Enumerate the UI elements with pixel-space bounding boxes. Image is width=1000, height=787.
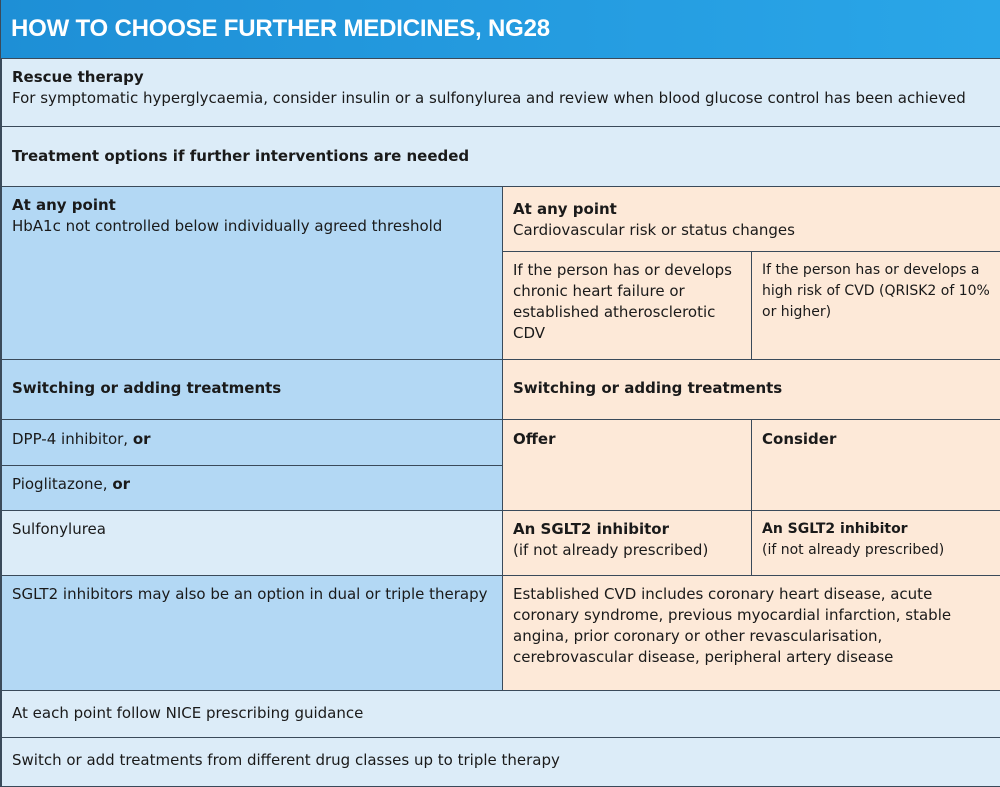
offer-sglt2-sub: (if not already prescribed) xyxy=(513,541,709,559)
heart-failure-condition: If the person has or develops chronic heart failure or established atherosclerotic CDV xyxy=(502,251,752,360)
pioglitazone-option xyxy=(1,465,503,511)
offer-sglt2 xyxy=(502,510,752,576)
footer-triple-therapy: Switch or add treatments from different drug classes up to triple therapy xyxy=(1,737,1000,787)
dpp4-label: DPP-4 inhibitor, xyxy=(12,430,133,448)
consider-sglt2 xyxy=(751,510,1000,576)
rescue-therapy-text: For symptomatic hyperglycaemia, consider insulin or a sulfonylurea and review when blood glucose control has been achieved xyxy=(12,89,966,107)
left-at-any-point-text: HbA1c not controlled below individually agreed threshold xyxy=(12,217,443,235)
sglt2-note: SGLT2 inhibitors may also be an option in dual or triple therapy xyxy=(1,575,503,691)
offer-sglt2-heading: An SGLT2 inhibitor xyxy=(513,520,669,538)
sulfonylurea-option: Sulfonylurea xyxy=(1,510,503,576)
left-switching-heading: Switching or adding treatments xyxy=(1,359,503,420)
consider-sglt2-sub: (if not already prescribed) xyxy=(762,542,945,558)
right-at-any-point xyxy=(502,186,1000,252)
pioglitazone-label: Pioglitazone, xyxy=(12,475,113,493)
consider-heading: Consider xyxy=(751,419,1000,511)
footer-prescribing-guidance: At each point follow NICE prescribing guidance xyxy=(1,690,1000,738)
dpp4-or: or xyxy=(132,430,151,448)
high-cvd-risk-condition: If the person has or develops a high risk of CVD (QRISK2 of 10% or higher) xyxy=(751,251,1000,360)
consider-sglt2-heading: An SGLT2 inhibitor xyxy=(762,521,908,537)
page-title: HOW TO CHOOSE FURTHER MEDICINES, NG28 xyxy=(1,0,1000,58)
dpp4-option xyxy=(1,419,503,466)
cvd-note: Established CVD includes coronary heart disease, acute coronary syndrome, previous myocardial infarction, stable angina, prior coronary or other revascularisation, cerebrovascular disease, peripheral artery disease xyxy=(502,575,1000,691)
treatment-options-row: Treatment options if further interventions are needed xyxy=(1,126,1000,187)
rescue-therapy-heading: Rescue therapy xyxy=(12,68,144,86)
left-at-any-point xyxy=(1,186,503,360)
pioglitazone-or: or xyxy=(112,475,131,493)
left-at-any-point-heading: At any point xyxy=(12,196,116,214)
right-at-any-point-heading: At any point xyxy=(513,200,617,218)
right-at-any-point-text: Cardiovascular risk or status changes xyxy=(513,221,795,239)
right-switching-heading: Switching or adding treatments xyxy=(502,359,1000,420)
offer-heading: Offer xyxy=(502,419,752,511)
rescue-therapy-row xyxy=(1,58,1000,127)
